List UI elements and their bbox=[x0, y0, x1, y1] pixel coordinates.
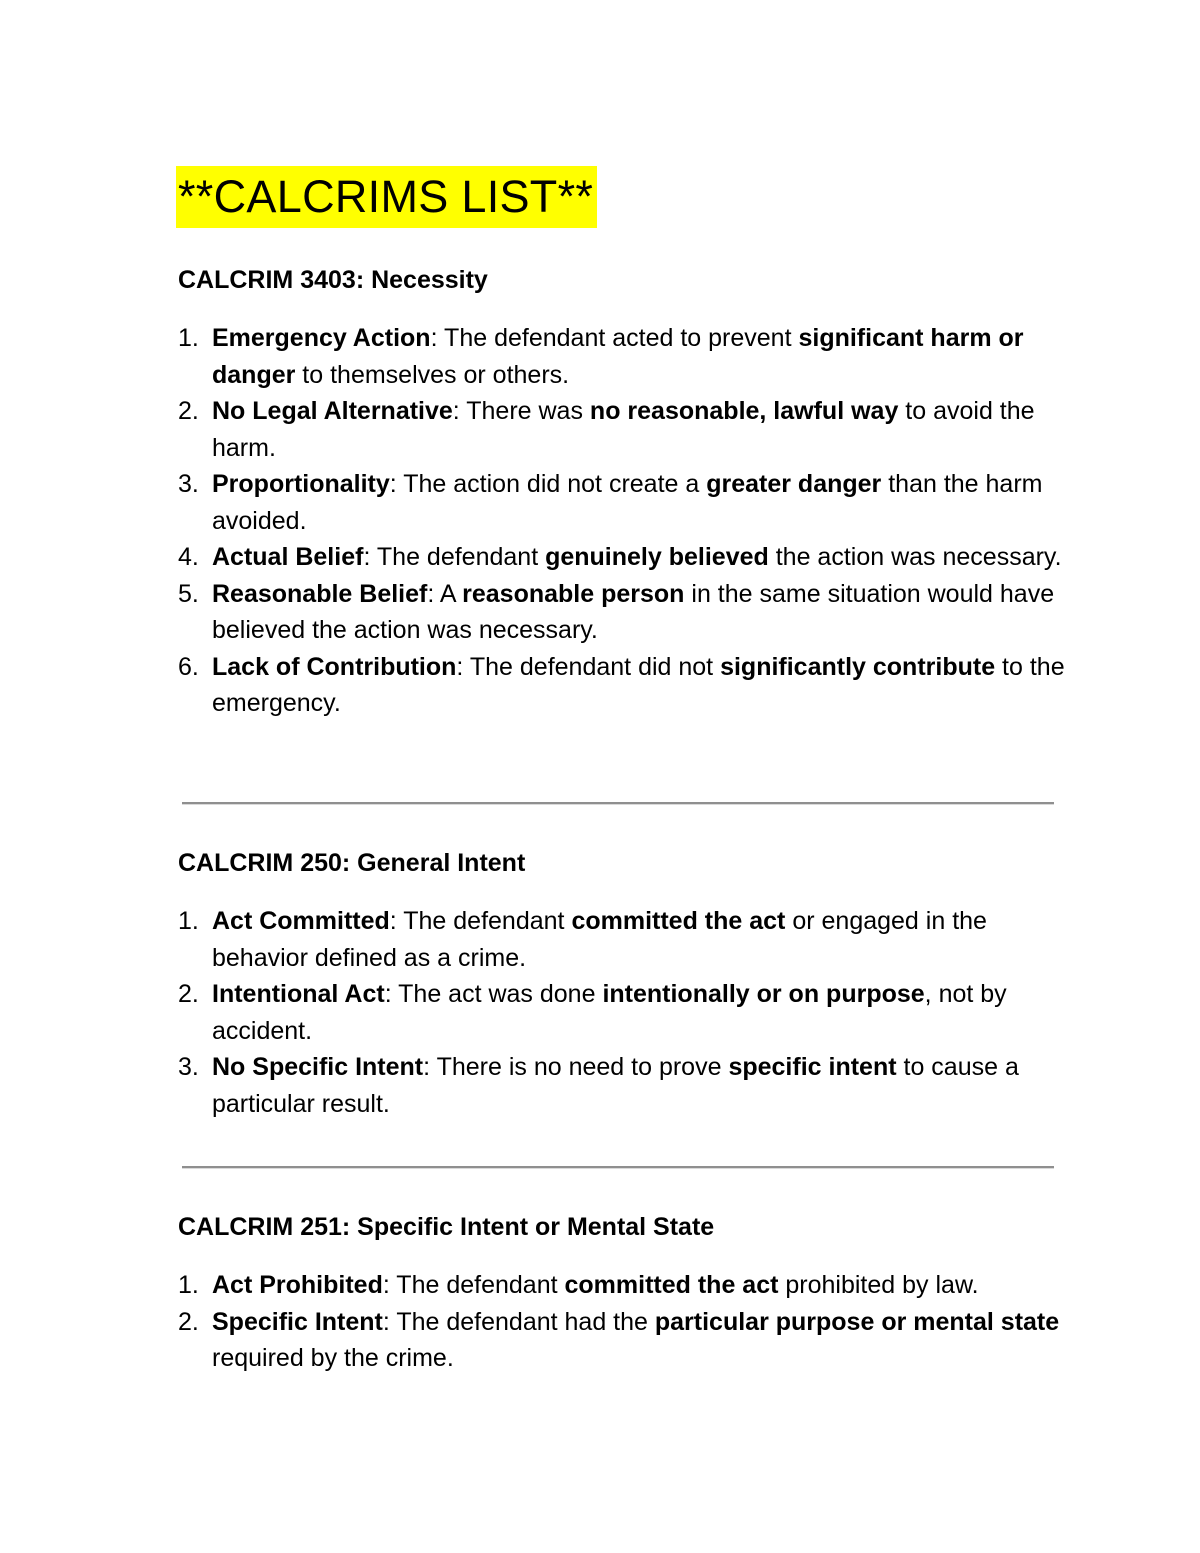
section-heading: CALCRIM 250: General Intent bbox=[178, 849, 526, 877]
item-term: No Legal Alternative bbox=[212, 397, 453, 425]
horizontal-divider bbox=[182, 802, 1054, 805]
section-calcrim-3403 bbox=[178, 262, 1068, 722]
page-title: **CALCRIMS LIST** bbox=[176, 166, 597, 228]
item-term: Reasonable Belief bbox=[212, 579, 428, 608]
list-item: 6. Lack of Contribution: The defendant did not significantly contribute to the emergency. bbox=[178, 649, 1068, 722]
item-number: 2. bbox=[178, 397, 199, 425]
section-heading: CALCRIM 3403: Necessity bbox=[178, 266, 488, 294]
item-number: 3. bbox=[178, 470, 199, 498]
list-item: 2. No Legal Alternative: There was no reasonable, lawful way to avoid the harm. bbox=[178, 393, 1068, 466]
horizontal-divider bbox=[182, 1166, 1054, 1169]
item-term: Act Prohibited bbox=[212, 1271, 383, 1299]
section-calcrim-250 bbox=[178, 845, 1068, 1122]
item-term: Act Committed bbox=[212, 907, 390, 935]
element-list bbox=[178, 903, 1068, 1122]
item-number: 6. bbox=[178, 652, 199, 681]
item-number: 3. bbox=[178, 1053, 199, 1081]
item-number: 1. bbox=[178, 1271, 199, 1299]
element-list bbox=[178, 1267, 1068, 1377]
list-item: 1. Emergency Action: The defendant acted to prevent significant harm or danger to themselves or others. bbox=[178, 320, 1068, 393]
list-item: 5. Reasonable Belief: A reasonable person in the same situation would have believed the action was necessary. bbox=[178, 576, 1068, 649]
section-calcrim-251 bbox=[178, 1209, 1068, 1377]
list-item: 2. Specific Intent: The defendant had the particular purpose or mental state required by the crime. bbox=[178, 1304, 1068, 1377]
item-term: Emergency Action bbox=[212, 324, 431, 352]
element-list bbox=[178, 320, 1068, 722]
item-number: 1. bbox=[178, 907, 199, 935]
list-item: 4. Actual Belief: The defendant genuinely believed the action was necessary. bbox=[178, 539, 1068, 576]
item-term: Proportionality bbox=[212, 470, 390, 498]
item-number: 2. bbox=[178, 1307, 199, 1336]
item-number: 5. bbox=[178, 579, 199, 608]
item-term: No Specific Intent bbox=[212, 1053, 424, 1081]
item-number: 1. bbox=[178, 324, 199, 352]
item-term: Specific Intent bbox=[212, 1307, 383, 1336]
item-term: Actual Belief bbox=[212, 543, 364, 571]
list-item: 1. Act Committed: The defendant committed the act or engaged in the behavior defined as a crime. bbox=[178, 903, 1068, 976]
list-item: 3. Proportionality: The action did not create a greater danger than the harm avoided. bbox=[178, 466, 1068, 539]
item-term: Lack of Contribution bbox=[212, 652, 457, 681]
item-number: 2. bbox=[178, 980, 199, 1008]
section-heading: CALCRIM 251: Specific Intent or Mental State bbox=[178, 1213, 715, 1241]
list-item: 2. Intentional Act: The act was done intentionally or on purpose, not by accident. bbox=[178, 976, 1068, 1049]
list-item: 1. Act Prohibited: The defendant committed the act prohibited by law. bbox=[178, 1267, 1068, 1304]
list-item: 3. No Specific Intent: There is no need to prove specific intent to cause a particular result. bbox=[178, 1049, 1068, 1122]
item-term: Intentional Act bbox=[212, 980, 385, 1008]
item-number: 4. bbox=[178, 543, 199, 571]
